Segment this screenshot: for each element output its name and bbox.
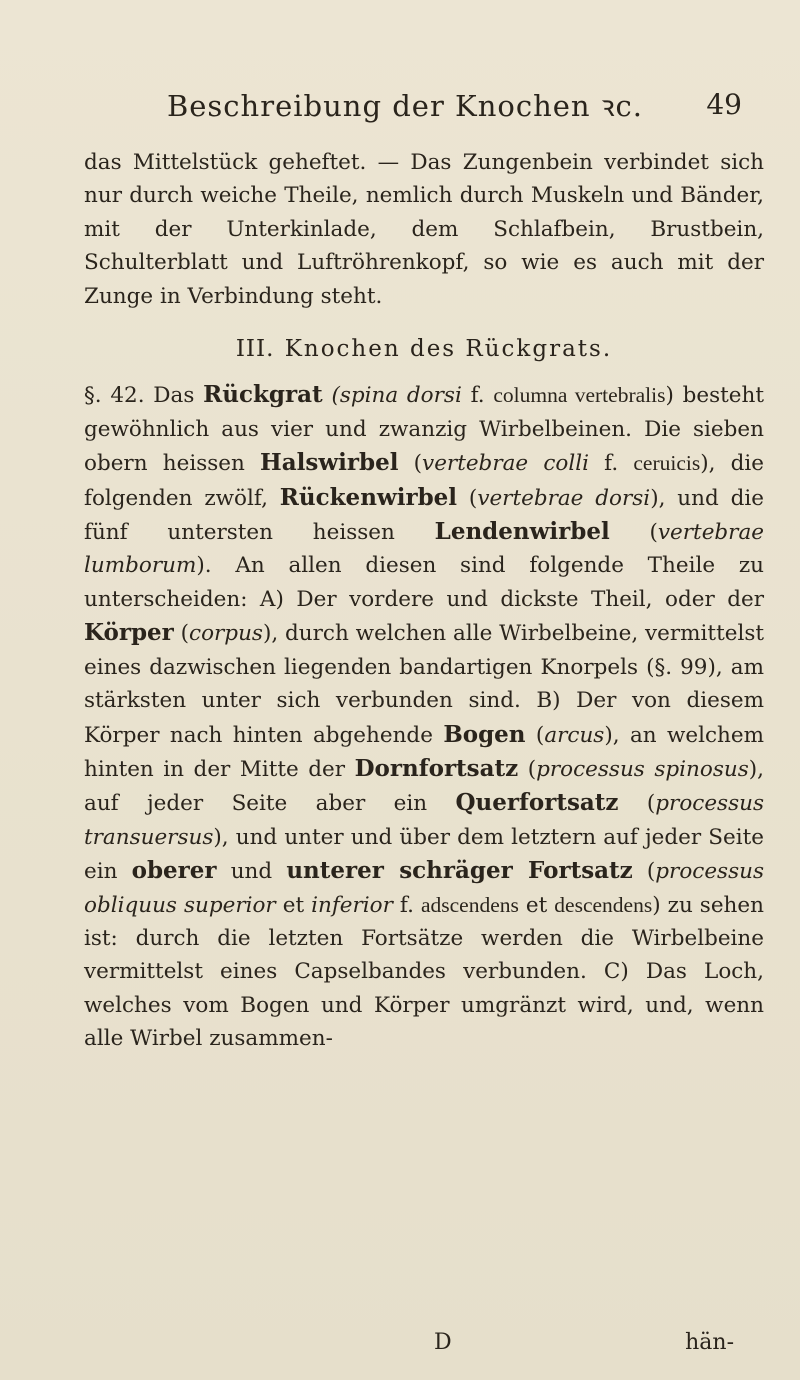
text-span: f. (588, 451, 634, 477)
text-span: ( (518, 756, 537, 782)
latin-term: adscendens (420, 892, 519, 917)
latin-term: ceruicis (633, 451, 701, 476)
text-span: ), und unter und über dem letztern auf jeder Seite ein (84, 824, 764, 885)
text-span: ), durch welchen alle Wirbelbeine, vermittelst eines dazwischen liegenden bandartigen Knorpels (§. 99), am stärksten unter sich verbunden sind. B) Der von diesem Körper nach hinten abgehende (84, 621, 764, 748)
text-span: ( (173, 621, 190, 647)
term-rueckgrat: Rückgrat (203, 381, 323, 409)
latin-term: arcus (544, 722, 605, 748)
text-span: ( (525, 722, 545, 748)
signature-mark: D (434, 1330, 452, 1355)
latin-term: processus spinosus (536, 756, 749, 782)
text-span: f. (392, 892, 421, 918)
term-lendenwirbel: Lendenwirbel (434, 518, 610, 546)
section-number: III. (235, 336, 275, 363)
running-head: Beschreibung der Knochen ꝛc. (166, 89, 644, 123)
latin-term: inferior (311, 892, 393, 918)
text-span: ) besteht gewöhnlich aus vier und zwanzig Wirbelbeinen. Die sieben obern heissen (84, 383, 764, 477)
text-span: ), und die fünf untersten heissen (84, 485, 764, 546)
text-span: ). An allen diesen sind folgende Theile zu unterscheiden: A) Der vordere und dickste Theil, oder der (84, 553, 764, 612)
text-span: und (216, 859, 287, 885)
latin-term: descendens (554, 892, 653, 917)
term-querfortsatz: Querfortsatz (455, 789, 619, 817)
text-span: ) zu sehen ist: durch die letzten Fortsätze werden die Wirbelbeine vermittelst eines Capselbandes verbunden. C) Das Loch, welches vom Bogen und Körper umgränzt wird, und, wenn alle Wirbel zusammen- (84, 892, 764, 1052)
page-number: 49 (706, 88, 742, 121)
latin-term: processus transuersus (84, 791, 764, 850)
latin-term: vertebrae colli (422, 451, 589, 477)
text-span: ), auf jeder Seite aber ein (84, 756, 764, 817)
catchword: hän- (685, 1330, 734, 1355)
term-oberer: oberer (131, 857, 217, 885)
term-rueckenwirbel: Rückenwirbel (279, 483, 458, 511)
term-dornfortsatz: Dornfortsatz (354, 754, 519, 782)
text-span: ( (609, 520, 658, 546)
page-footer (84, 1330, 764, 1364)
text-span: ), die folgenden zwölf, (84, 451, 764, 511)
text-span: et (275, 892, 312, 918)
latin-term: processus obliquus superior (84, 859, 764, 918)
text-span: §. 42. Das (84, 383, 204, 409)
body-text (84, 146, 764, 1056)
term-unterer-schraeger-fortsatz: unterer schräger Fortsatz (286, 857, 633, 885)
latin-term: (spina dorsi (331, 383, 462, 409)
latin-term: vertebrae dorsi (477, 485, 651, 511)
section-heading (84, 333, 764, 366)
latin-term: columna vertebralis (493, 383, 666, 408)
paragraph-rueckgrat (84, 378, 764, 1055)
term-bogen: Bogen (443, 720, 526, 748)
section-title: Knochen des Rückgrats. (284, 336, 613, 363)
text-span: et (518, 892, 555, 918)
paragraph-zungenbein: das Mittelstück geheftet. — Das Zungenbein verbindet sich nur durch weiche Theile, nemlich durch Muskeln und Bänder, mit der Unterkinlade, dem Schlafbein, Brustbein, Schulterblatt und Luftröhrenkopf, so wie es auch mit der Zunge in Verbindung steht. (84, 150, 764, 309)
latin-term: corpus (189, 621, 263, 647)
text-span: ( (398, 451, 423, 477)
term-koerper: Körper (84, 619, 174, 647)
text-span: ), an welchem hinten in der Mitte der (84, 722, 764, 782)
page-header (0, 86, 800, 126)
text-span: ( (457, 485, 478, 511)
text-span: f. (461, 383, 494, 409)
latin-term: vertebrae lumborum (84, 520, 764, 579)
text-span: ( (632, 859, 656, 885)
text-span: ( (618, 791, 656, 817)
term-halswirbel: Halswirbel (260, 449, 399, 477)
